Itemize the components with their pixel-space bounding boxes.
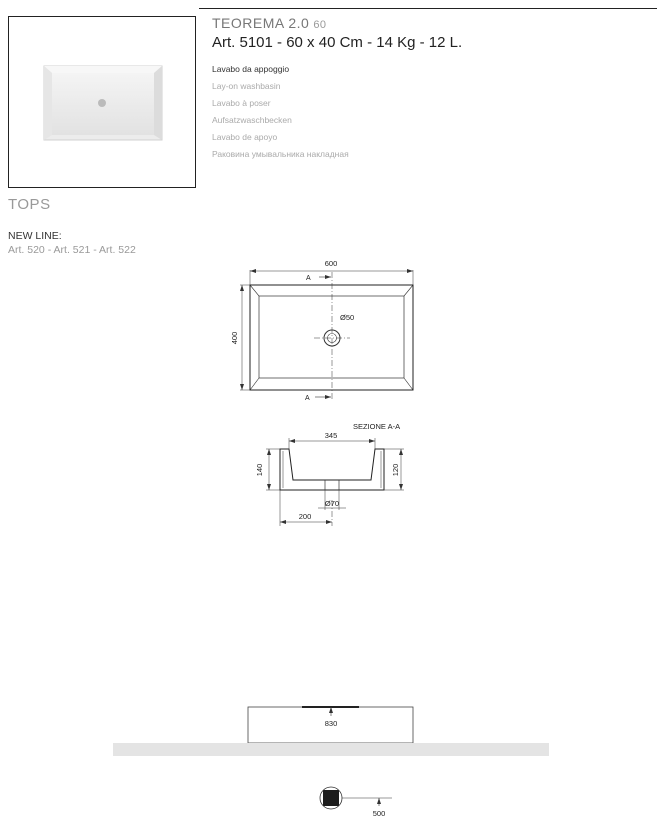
profile-section-square [323,790,339,806]
description-ru: Раковина умывальника накладная [212,149,349,159]
countertop-shelf [113,743,549,756]
section-marker-top: A [306,275,311,282]
description-es: Lavabo de apoyo [212,132,278,142]
plan-outer-rim [250,285,413,390]
section-outer-height-label: 140 [255,463,264,477]
section-offset-label: 200 [298,512,312,521]
section-title: TOPS [8,196,51,213]
section-title: SEZIONE A-A [353,422,401,431]
section-inner-width-label: 345 [324,431,338,440]
section-marker-bottom: A [305,395,310,402]
description-de: Aufsatzwaschbecken [212,115,292,125]
section-view [266,438,404,526]
plan-width-label: 600 [324,259,338,268]
description-it: Lavabo da appoggio [212,64,290,74]
description-fr: Lavabo à poser [212,98,271,108]
profile-length-label: 500 [372,809,386,818]
section-inner-height-label: 120 [391,463,400,477]
new-line-articles: Art. 520 - Art. 521 - Art. 522 [8,244,136,256]
description-en: Lay-on washbasin [212,81,281,91]
plan-view [240,269,413,400]
plan-drain-label: Ø50 [340,313,355,322]
plan-depth-label: 400 [230,331,239,345]
section-profile [280,449,384,490]
new-line-label: NEW LINE: [8,230,62,242]
profile-view [320,787,392,809]
top-view [113,707,549,756]
article-title: Art. 5101 - 60 x 40 Cm - 14 Kg - 12 L. [212,34,463,51]
top-length-label: 830 [324,719,338,728]
section-drain-label: Ø70 [324,499,340,508]
plan-inner-basin [259,296,404,378]
series-size: 60 [313,19,327,31]
series-name: TEOREMA 2.0 [212,15,310,31]
